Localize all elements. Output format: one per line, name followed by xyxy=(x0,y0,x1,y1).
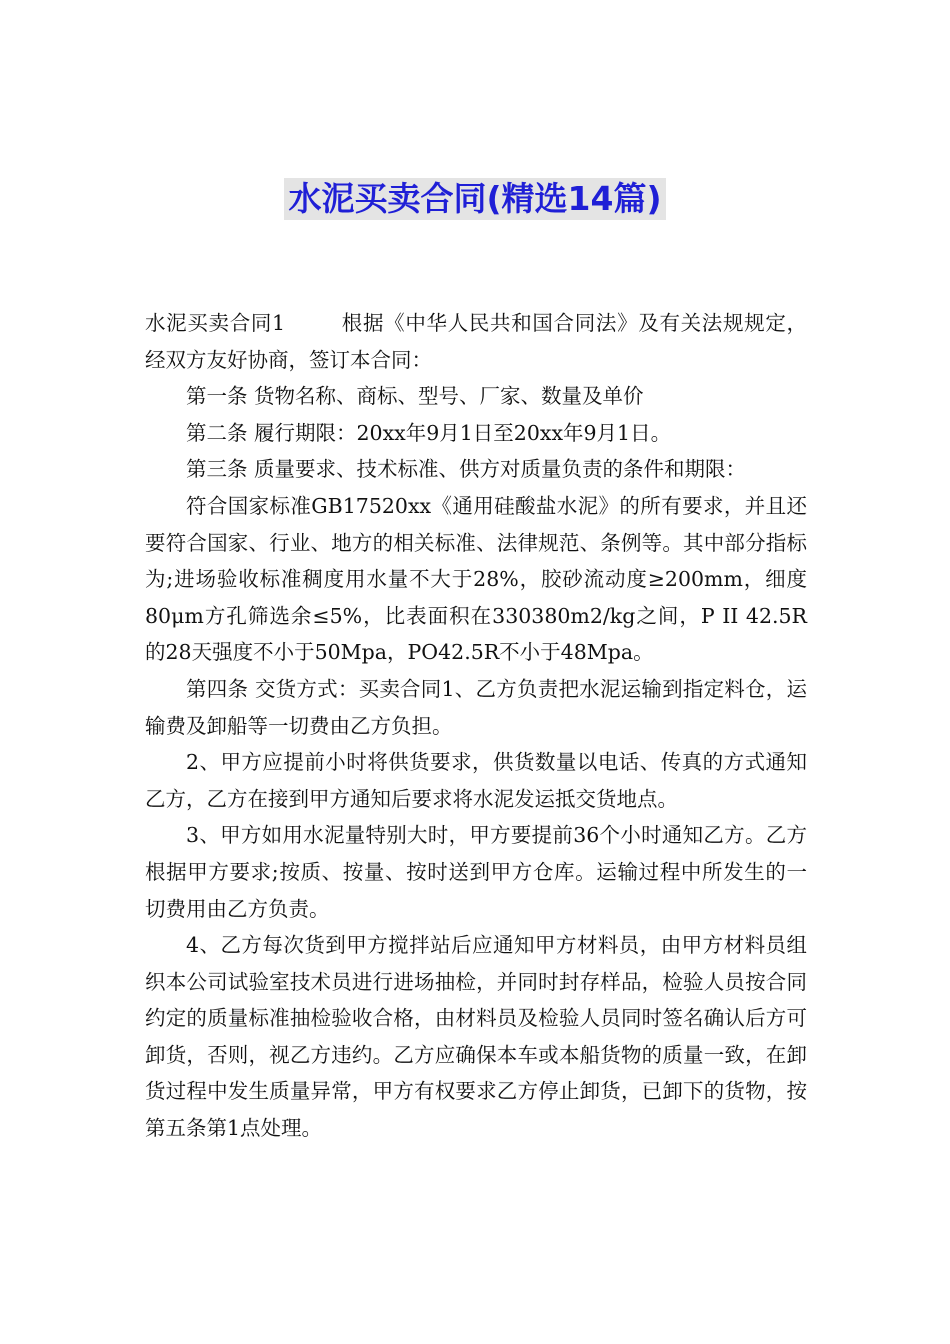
paragraph-item-2: 2、甲方应提前小时将供货要求，供货数量以电话、传真的方式通知乙方，乙方在接到甲方通知后要求将水泥发运抵交货地点。 xyxy=(145,750,807,811)
paragraph-standards: 符合国家标准GB17520xx《通用硅酸盐水泥》的所有要求，并且还要符合国家、行业、地方的相关标准、法律规范、条例等。其中部分指标为;进场验收标准稠度用水量不大于28%，胶砂流动度≥200mm，细度80μm方孔筛选余≤5%，比表面积在330380m2/kg之间，P II 42.5R的28天强度不小于50Mpa，PO42.5R不小于48Mpa。 xyxy=(145,493,807,665)
paragraph-article-2: 第二条 履行期限：20xx年9月1日至20xx年9月1日。 xyxy=(186,420,672,445)
paragraph-intro xyxy=(145,305,807,378)
paragraph-article-1: 第一条 货物名称、商标、型号、厂家、数量及单价 xyxy=(186,384,644,409)
document-body xyxy=(145,305,807,1147)
paragraph-item-3: 3、甲方如用水泥量特别大时，甲方要提前36个小时通知乙方。乙方根据甲方要求;按质、按量、按时送到甲方仓库。运输过程中所发生的一切费用由乙方负责。 xyxy=(145,823,807,921)
paragraph-article-3: 第三条 质量要求、技术标准、供方对质量负责的条件和期限： xyxy=(186,457,747,482)
title-container xyxy=(0,178,950,220)
section-heading-label: 水泥买卖合同1 xyxy=(145,311,286,335)
document-title: 水泥买卖合同(精选14篇) xyxy=(284,178,665,220)
intro-text: 根据《中华人民共和国合同法》及有关法规规定，经双方友好协商，签订本合同： xyxy=(145,311,807,372)
paragraph-item-4: 4、乙方每次货到甲方搅拌站后应通知甲方材料员，由甲方材料员组织本公司试验室技术员进行进场抽检，并同时封存样品，检验人员按合同约定的质量标准抽检验收合格，由材料员及检验人员同时签名确认后方可卸货，否则，视乙方违约。乙方应确保本车或本船货物的质量一致，在卸货过程中发生质量异常，甲方有权要求乙方停止卸货，已卸下的货物，按第五条第1点处理。 xyxy=(145,933,807,1141)
paragraph-article-4: 第四条 交货方式：买卖合同1、乙方负责把水泥运输到指定料仓，运输费及卸船等一切费由乙方负担。 xyxy=(145,676,807,738)
